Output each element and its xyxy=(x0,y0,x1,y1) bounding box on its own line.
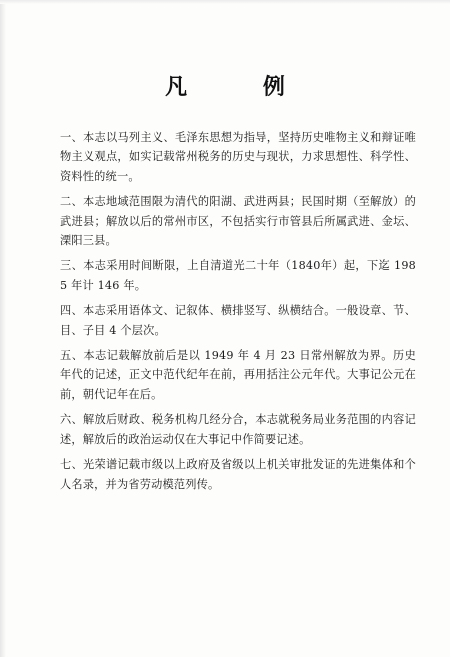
paragraph-7: 七、光荣谱记载市级以上政府及省级以上机关审批发证的先进集体和个人名录，并为省劳动模范列传。 xyxy=(60,458,416,491)
paragraph-5: 五、本志记载解放前后是以 1949 年 4 月 23 日常州解放为界。历史年代的记述，正文中范代纪年在前，再用括注公元年代。大事记公元在前，朝代记年在后。 xyxy=(60,349,416,401)
body-text xyxy=(60,128,416,500)
paragraph-1: 一、本志以马列主义、毛泽东思想为指导，坚持历史唯物主义和辩证唯物主义观点，如实记载常州税务的历史与现状，力求思想性、科学性、资料性的统一。 xyxy=(60,131,416,183)
page-title: 凡 例 xyxy=(165,75,319,100)
paragraph-3: 三、本志采用时间断限，上自清道光二十年（1840年）起，下迄 1985 年计 146 年。 xyxy=(60,259,416,292)
paragraph-4: 四、本志采用语体文、记叙体、横排竖写、纵横结合。一般设章、节、目、子目 4 个层次。 xyxy=(60,304,416,337)
scan-edge-top xyxy=(0,0,450,4)
paragraph-2: 二、本志地域范围限为清代的阳湖、武进两县；民国时期（至解放）的武进县；解放以后的常州市区，不包括实行市管县后所属武进、金坛、溧阳三县。 xyxy=(60,195,416,248)
paragraph-6: 六、解放后财政、税务机构几经分合，本志就税务局业务范围的内容记述，解放后的政治运动仅在大事记中作简要记述。 xyxy=(60,413,416,446)
